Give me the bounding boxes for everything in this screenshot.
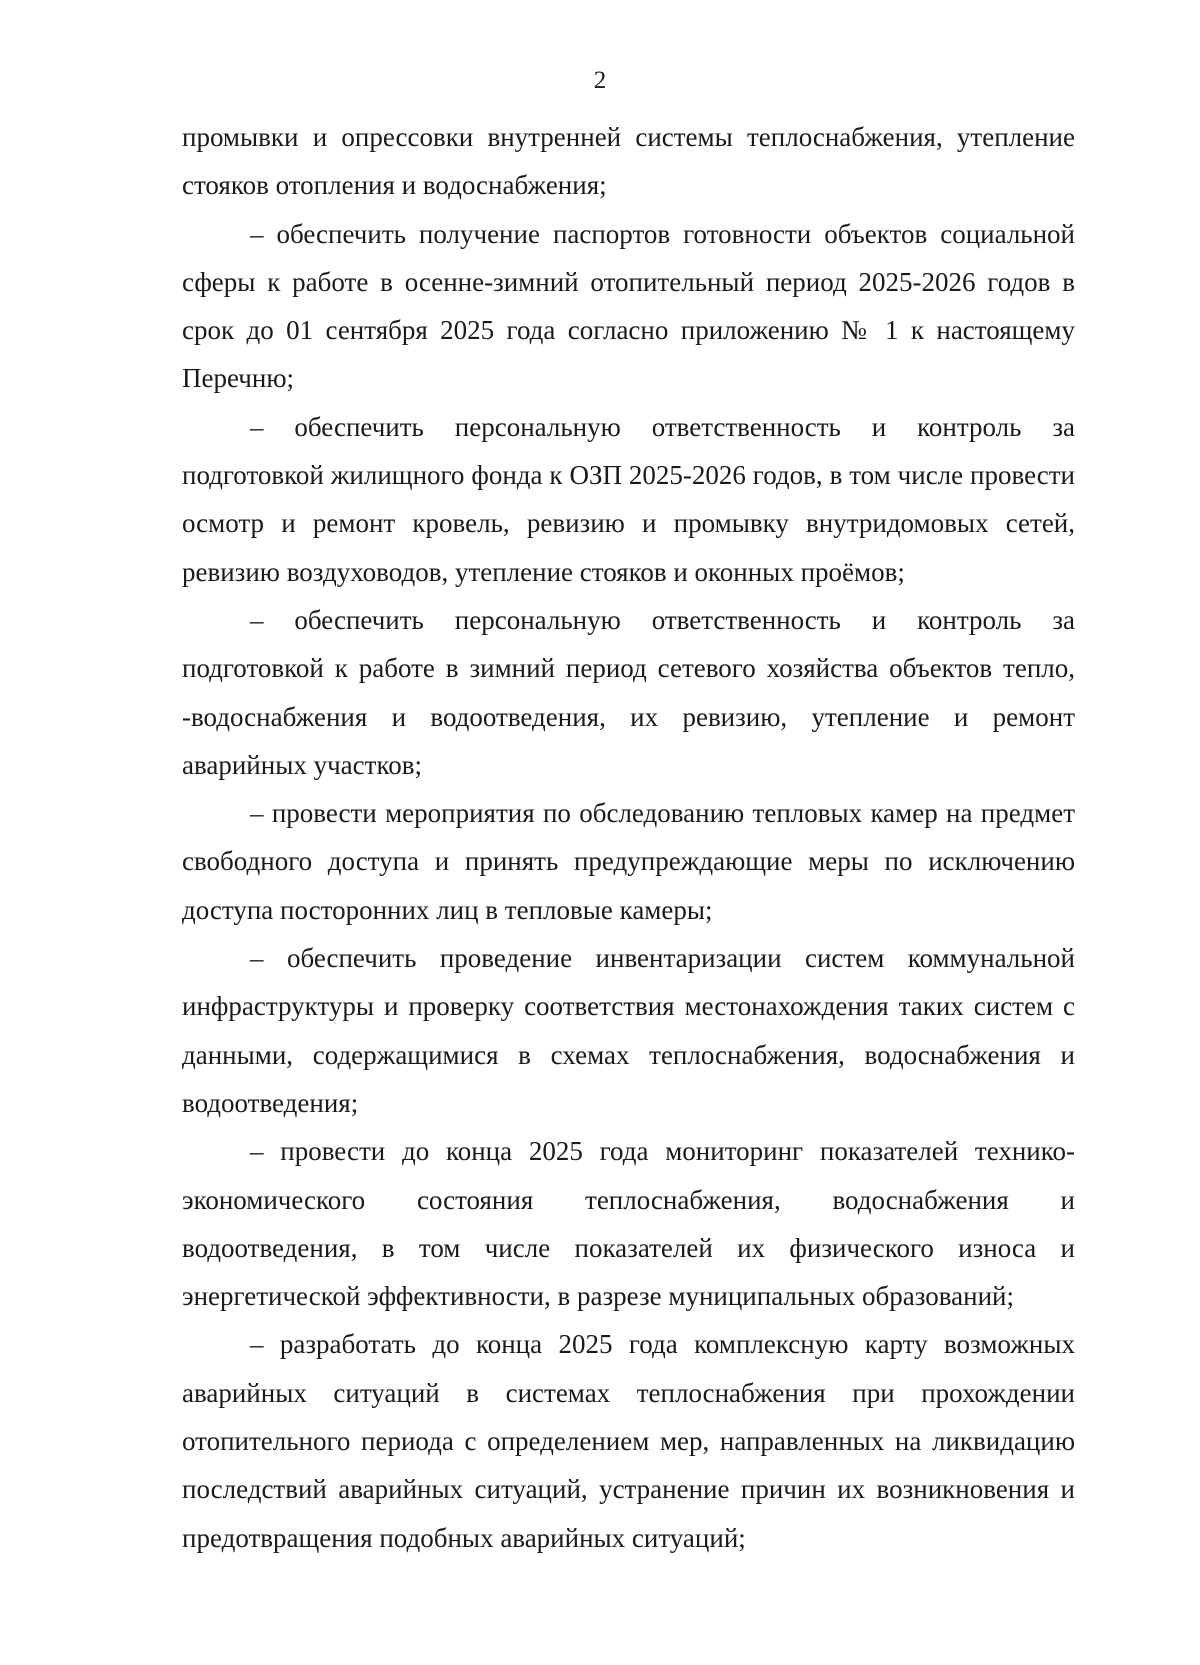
list-item-heat-chambers: – провести мероприятия по обследованию тепловых камер на предмет свободного доступа и принять предупреждающие меры по исключению доступа посторонних лиц в тепловые камеры; [182, 798, 1075, 925]
document-body [182, 113, 1075, 1562]
page-number: 2 [593, 67, 607, 94]
list-item-housing-stock: – обеспечить персональную ответственность и контроль за подготовкой жилищного фонда к ОЗП 2025-2026 годов, в том числе провести осмотр и ремонт кровель, ревизию и промывку внутридомовых сетей, ревизию воздуховодов, утепление стояков и оконных проёмов; [182, 411, 1075, 587]
list-item-network-facilities: – обеспечить персональную ответственность и контроль за подготовкой к работе в зимний период сетевого хозяйства объектов тепло, -водоснабжения и водоотведения, их ревизию, утепление и ремонт аварийных участков; [182, 604, 1075, 780]
list-item-emergency-map: – разработать до конца 2025 года комплексную карту возможных аварийных ситуаций в системах теплоснабжения при прохождении отопительного периода с определением мер, направленных на ликвидацию последствий аварийных ситуаций, устранение причин их возникновения и предотвращения подобных аварийных ситуаций; [182, 1329, 1075, 1553]
list-item-inventory: – обеспечить проведение инвентаризации систем коммунальной инфраструктуры и проверку соответствия местонахождения таких систем с данными, содержащимися в схемах теплоснабжения, водоснабжения и водоотведения; [182, 943, 1075, 1118]
paragraph-continuation: промывки и опрессовки внутренней системы теплоснабжения, утепление стояков отопления и водоснабжения; [182, 122, 1075, 201]
list-item-passports: – обеспечить получение паспортов готовности объектов социальной сферы к работе в осенне-зимний отопительный период 2025-2026 годов в срок до 01 сентября 2025 года согласно приложению № 1 к настоящему Перечню; [182, 218, 1075, 394]
list-item-monitoring: – провести до конца 2025 года мониторинг показателей технико-экономического состояния теплоснабжения, водоснабжения и водоотведения, в том числе показателей их физического износа и энергетической эффективности, в разрезе муниципальных образований; [182, 1136, 1075, 1312]
